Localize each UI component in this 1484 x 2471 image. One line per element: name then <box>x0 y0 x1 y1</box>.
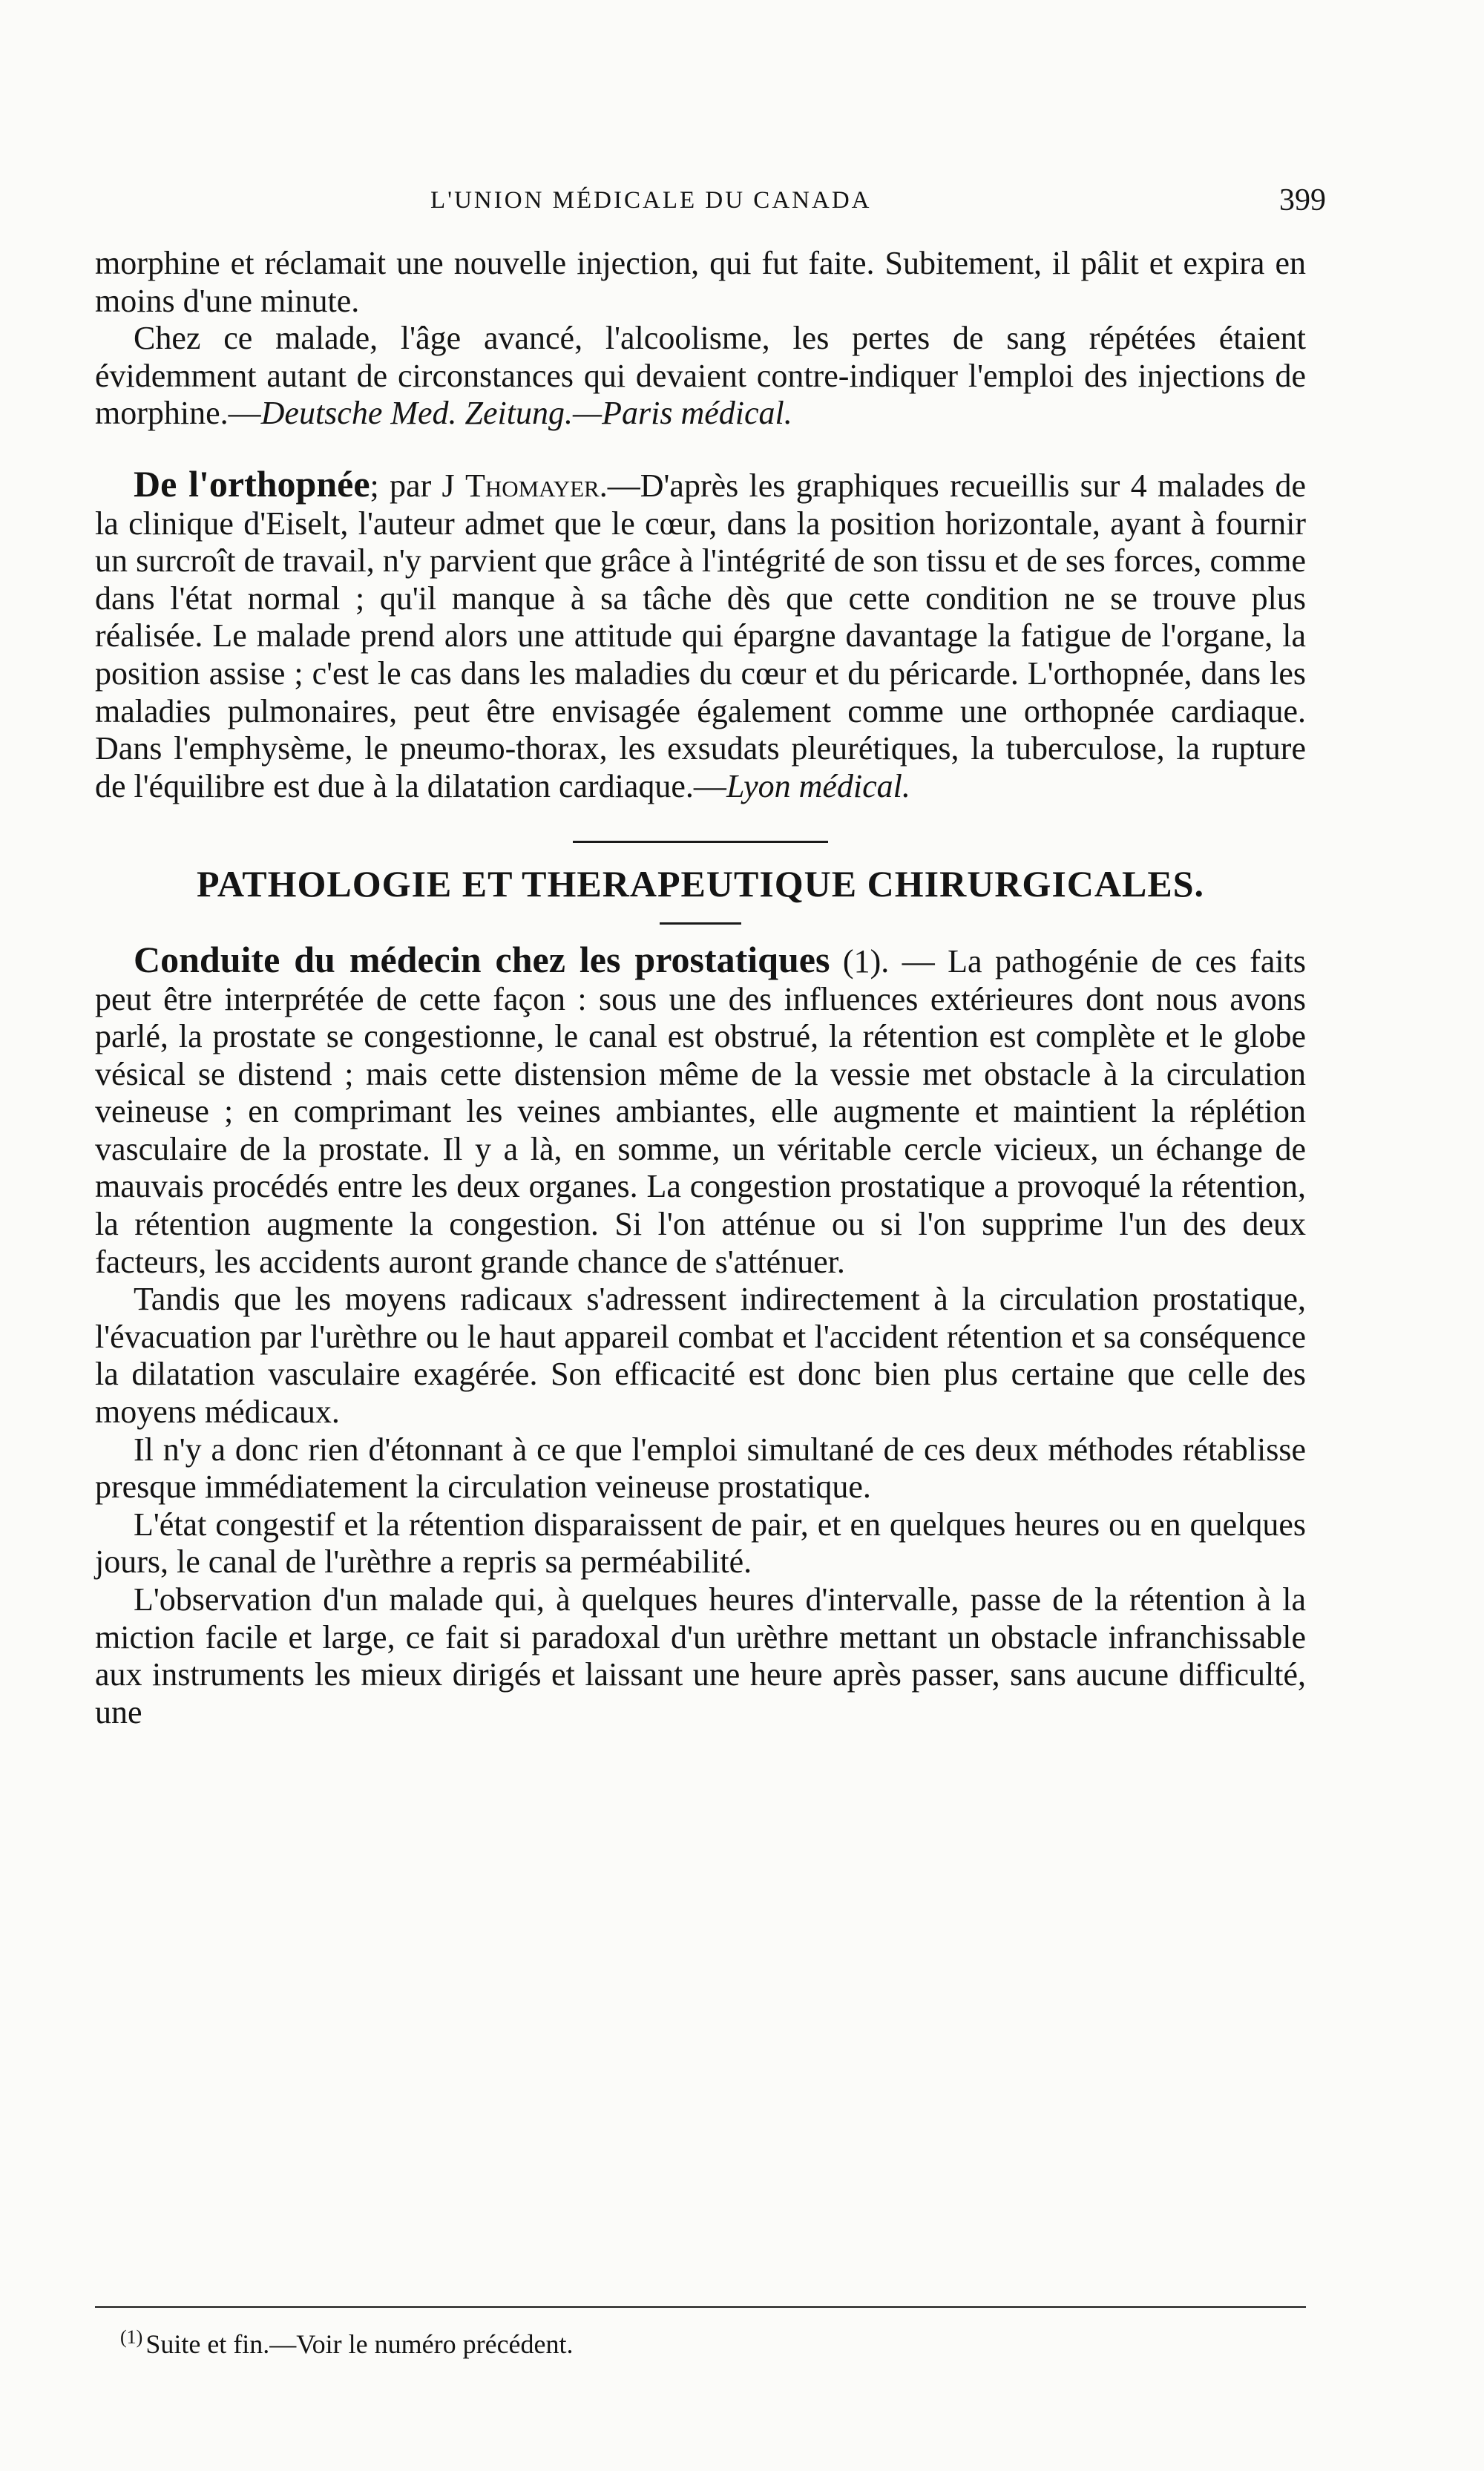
paragraph-etat-congestif: L'état congestif et la rétention disparaissent de pair, et en quelques heures ou en quelques jours, le canal de l'urèthre a repris sa perméabilité. <box>95 1506 1306 1581</box>
author-name: Thomayer <box>464 467 600 504</box>
paragraph-prostatiques <box>95 938 1306 1281</box>
heading-rule <box>660 922 741 925</box>
footnote-text: Suite et fin.—Voir le numéro précédent. <box>145 2329 574 2359</box>
footnote-mark: (1) <box>120 2326 143 2348</box>
paragraph-methodes: Il n'y a donc rien d'étonnant à ce que l'emploi simultané de ces deux méthodes rétablisse presque immédiatement la circulation veineuse prostatique. <box>95 1431 1306 1506</box>
page-number: 399 <box>1279 183 1326 217</box>
byline: ; par J <box>370 467 465 504</box>
source-citation: Lyon médical. <box>726 767 910 804</box>
paragraph-observation: L'observation d'un malade qui, à quelques heures d'intervalle, passe de la rétention à la miction facile et large, ce fait si paradoxal d'un urèthre mettant un obstacle infranchissable aux instruments les mieux dirigés et laissant une heure après passer, sans aucune difficulté, une <box>95 1581 1306 1730</box>
paragraph-morphine <box>95 320 1306 433</box>
paragraph-continuation: morphine et réclamait une nouvelle injection, qui fut faite. Subitement, il pâlit et expira en moins d'une minute. <box>95 245 1306 319</box>
journal-title: L'UNION MÉDICALE DU CANADA <box>430 187 872 214</box>
paragraph-moyens-radicaux: Tandis que les moyens radicaux s'adressent indirectement à la circulation prostatique, l'évacuation par l'urèthre ou le haut appareil combat et l'accident rétention et sa conséquence la dilatation vasculaire exagérée. Son efficacité est donc bien plus certaine que celle des moyens médicaux. <box>95 1281 1306 1431</box>
paragraph-prostatiques-text: (1). — La pathogénie de ces faits peut être interprétée de cette façon : sous une des influences extérieures dont nous avons parlé, la prostate se congestionne, le canal est obstrué, la rétention est complète et le globe vésical se distend ; mais cette distension même de la vessie met obstacle à la circulation veineuse ; en comprimant les veines ambiantes, elle augmente et maintient la réplétion vasculaire de la prostate. Il y a là, en somme, un véritable cercle vicieux, un échange de mauvais procédés entre les deux organes. La congestion prostatique a provoqué la rétention, la rétention augmente la congestion. Si l'on atténue ou si l'on supprime l'un des deux facteurs, les accidents auront grande chance de s'atténuer. <box>95 942 1306 1280</box>
body-text <box>95 245 1306 1731</box>
article-title: Conduite du médecin chez les prostatiques <box>134 938 830 980</box>
section-heading: PATHOLOGIE ET THERAPEUTIQUE CHIRURGICALES. <box>196 863 1204 905</box>
source-citation: Deutsche Med. Zeitung.—Paris médical. <box>260 395 792 432</box>
running-head <box>0 183 1484 220</box>
section-divider <box>573 841 828 843</box>
paragraph-morphine-text: Chez ce malade, l'âge avancé, l'alcoolisme, les pertes de sang répétées étaient évidemment autant de circonstances qui devaient contre-indiquer l'emploi des injections de morphine.— <box>95 320 1306 432</box>
paragraph-orthopnee-text: .—D'après les graphiques recueillis sur 4 malades de la clinique d'Eiselt, l'auteur admet que le cœur, dans la position horizontale, ayant à fournir un surcroît de travail, n'y parvient que grâce à l'intégrité de son tissu et de ses forces, comme dans l'état normal ; qu'il manque à sa tâche dès que cette condition ne se trouve plus réalisée. Le malade prend alors une attitude qui épargne davantage la fatigue de l'organe, la position assise ; c'est le cas dans les maladies du cœur et du péricarde. L'orthopnée, dans les maladies pulmonaires, peut être envisagée également comme une orthopnée cardiaque. Dans l'emphysème, le pneumo-thorax, les exsudats pleurétiques, la tuberculose, la rupture de l'équilibre est due à la dilatation cardiaque.— <box>95 467 1306 804</box>
paragraph-orthopnee <box>95 462 1306 805</box>
footnote <box>120 2326 574 2360</box>
article-title: De l'orthopnée <box>134 462 370 505</box>
footnote-rule <box>95 2306 1306 2308</box>
